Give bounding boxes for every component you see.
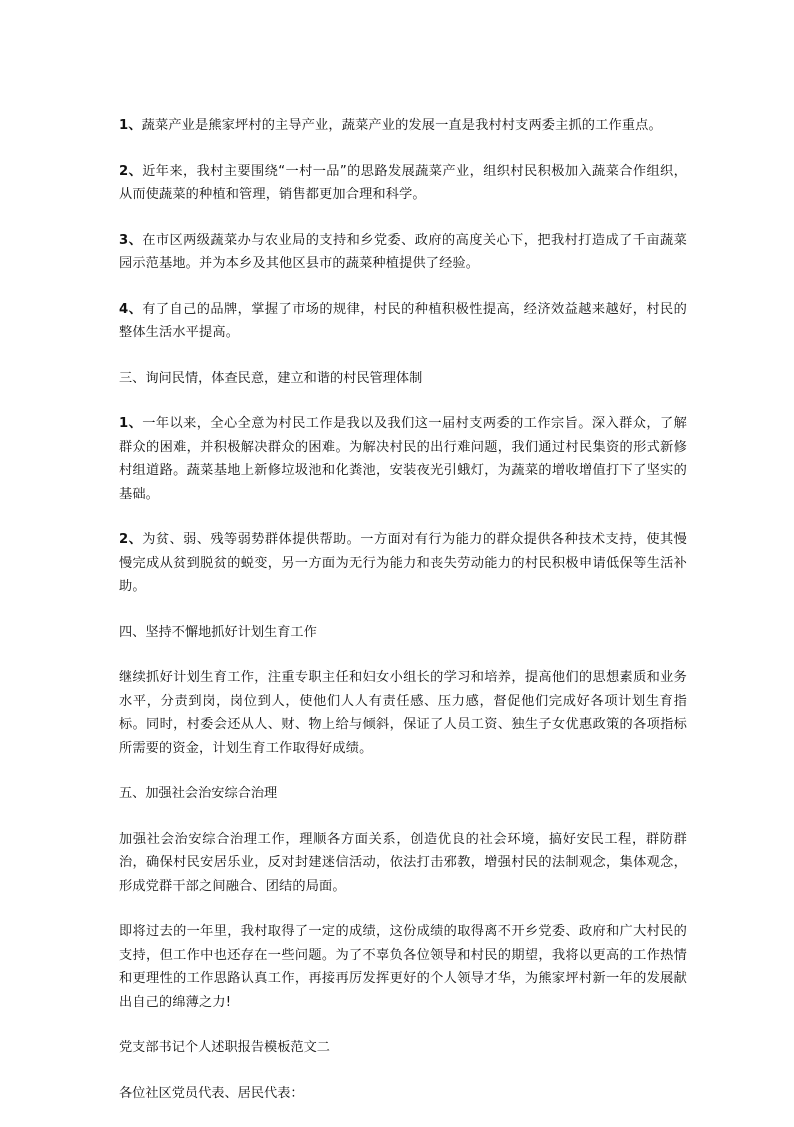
section-4-heading: 四、坚持不懈地抓好计划生育工作 (119, 624, 317, 640)
section-3-paragraph-1 (119, 412, 687, 506)
paragraph-text: 近年来，我村主要围绕“一村一品”的思路发展蔬菜产业，组织村民积极加入蔬菜合作组织，从而使蔬菜的种植和管理，销售都更加合理和科学。 (119, 163, 687, 202)
paragraph-text: 在市区两级蔬菜办与农业局的支持和乡党委、政府的高度关心下，把我村打造成了千亩蔬菜园示范基地。并为本乡及其他区县市的蔬菜种植提供了经验。 (119, 232, 687, 271)
section-4-paragraph: 继续抓好计划生育工作，注重专职主任和妇女小组长的学习和培养，提高他们的思想素质和业务水平，分责到岗，岗位到人，使他们人人有责任感、压力感，督促他们完成好各项计划生育指标。同时，村委会还从人、财、物上给与倾斜，保证了人员工资、独生子女优惠政策的各项指标所需要的资金，计划生育工作取得好成绩。 (119, 670, 687, 756)
section-5-heading: 五、加强社会治安综合治理 (119, 786, 278, 801)
paragraph-2 (119, 160, 687, 207)
item-number: 2、 (119, 163, 143, 179)
paragraph-text: 有了自己的品牌，掌握了市场的规律，村民的种植积极性提高，经济效益越来越好，村民的整体生活水平提高。 (119, 301, 687, 340)
section-5-paragraph: 加强社会治安综合治理工作，理顺各方面关系，创造优良的社会环境，搞好安民工程，群防群治，确保村民安居乐业，反对封建迷信活动，依法打击邪教，增强村民的法制观念，集体观念，形成党群干部之间融合、团结的局面。 (119, 831, 687, 894)
section-3-paragraph-2 (119, 528, 687, 599)
item-number: 3、 (119, 232, 143, 248)
paragraph-text: 为贫、弱、残等弱势群体提供帮助。一方面对有行为能力的群众提供各种技术支持，使其慢慢完成从贫到脱贫的蜕变，另一方面为无行为能力和丧失劳动能力的村民积极申请低保等生活补助。 (119, 532, 687, 594)
paragraph-1 (119, 114, 687, 138)
document-page (119, 114, 687, 1127)
next-document-title: 党支部书记个人述职报告模板范文二 (119, 1040, 330, 1055)
paragraph-text: 蔬菜产业是熊家坪村的主导产业，蔬菜产业的发展一直是我村村支两委主抓的工作重点。 (141, 118, 662, 133)
paragraph-3 (119, 229, 687, 276)
item-number: 2、 (119, 532, 143, 547)
paragraph-4 (119, 298, 687, 345)
paragraph-text: 一年以来，全心全意为村民工作是我以及我们这一届村支两委的工作宗旨。深入群众，了解群众的困难，并积极解决群众的困难。为解决村民的出行难问题，我们通过村民集资的形式新修村组道路。蔬菜基地上新修垃圾池和化粪池，安装夜光引蛾灯，为蔬菜的增收增值打下了坚实的基础。 (119, 416, 687, 502)
section-3-heading: 三、询问民情，体查民意，建立和谐的村民管理体制 (119, 370, 423, 386)
closing-paragraph: 即将过去的一年里，我村取得了一定的成绩，这份成绩的取得离不开乡党委、政府和广大村民的支持，但工作中也还存在一些问题。为了不辜负各位领导和村民的期望，我将以更高的工作热情和更理性的工作思路认真工作，再接再厉发挥更好的个人领导才华，为熊家坪村新一年的发展献出自己的绵薄之力! (119, 924, 687, 1010)
salutation: 各位社区党员代表、居民代表： (119, 1085, 304, 1101)
item-number: 1、 (119, 118, 142, 133)
item-number: 4、 (119, 301, 143, 317)
item-number: 1、 (119, 416, 143, 431)
